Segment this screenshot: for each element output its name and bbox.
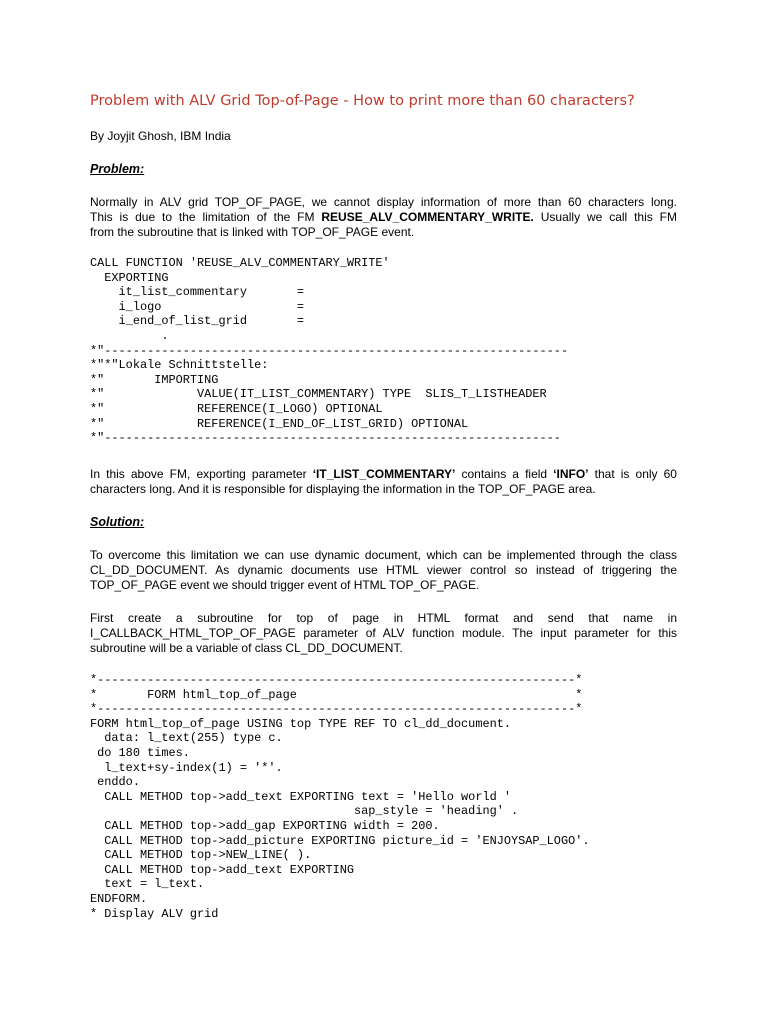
problem-line-2 [90,210,677,225]
problem-line-1: Normally in ALV grid TOP_OF_PAGE, we cannot display information of more than 60 characters long. [90,195,677,209]
info-line-2: characters long. And it is responsible for displaying the information in the TOP_OF_PAGE area. [90,482,596,496]
text-run: This is due to the limitation of the FM [90,210,322,224]
solution-paragraph-1 [90,548,677,593]
author-byline: By Joyjit Ghosh, IBM India [90,129,231,143]
info-paragraph [90,467,677,497]
code-block-function-call: CALL FUNCTION 'REUSE_ALV_COMMENTARY_WRITE' EXPORTING it_list_commentary = i_logo = i_end_of_list_grid = . *"----------------------------------------------------------------- *"*"Lokale Schnittstelle: *" IMPORTING *" VALUE(IT_LIST_COMMENTARY) TYPE SLIS_T_LISTHEADER *" REFERENCE(I_LOGO) OPTIONAL *" REFERENCE(I_END_OF_LIST_GRID) OPTIONAL *"---------------------------------------------------------------- [90,256,569,446]
solution-heading: Solution: [90,515,145,529]
solution1-line-1: To overcome this limitation we can use dynamic document, which can be implemented through the class [90,548,677,562]
solution-paragraph-2 [90,611,677,656]
problem-heading: Problem: [90,162,145,176]
field-name-bold: ‘INFO’ [553,467,589,481]
problem-line-3: from the subroutine that is linked with TOP_OF_PAGE event. [90,225,415,239]
code-block-html-top-of-page: *-------------------------------------------------------------------* * FORM html_top_of_page * *-------------------------------------------------------------------* FORM html_top_of_page USING top TYPE REF TO cl_dd_document. data: l_text(255) type c. do 180 times. l_text+sy-index(1) = '*'. enddo. CALL METHOD top->add_text EXPORTING text = 'Hello world ' sap_style = 'heading' . CALL METHOD top->add_gap EXPORTING width = 200. CALL METHOD top->add_picture EXPORTING picture_id = 'ENJOYSAP_LOGO'. CALL METHOD top->NEW_LINE( ). CALL METHOD top->add_text EXPORTING text = l_text. ENDFORM. * Display ALV grid [90,673,590,921]
document-title: Problem with ALV Grid Top-of-Page - How to print more than 60 characters? [90,93,635,109]
text-run: that is only 60 [588,467,677,481]
text-run: contains a field [455,467,554,481]
solution1-line-2: CL_DD_DOCUMENT. As dynamic documents use HTML viewer control so instead of triggering the [90,563,677,577]
solution2-line-2: I_CALLBACK_HTML_TOP_OF_PAGE parameter of ALV function module. The input parameter for this [90,626,677,640]
text-run: Usually we call this FM [533,210,677,224]
text-run: In this above FM, exporting parameter [90,467,313,481]
solution2-line-1: First create a subroutine for top of page in HTML format and send that name in [90,611,677,625]
problem-paragraph [90,195,677,240]
fm-name-bold: REUSE_ALV_COMMENTARY_WRITE. [321,210,534,224]
param-name-bold: ‘IT_LIST_COMMENTARY’ [312,467,456,481]
solution2-line-3: subroutine will be a variable of class CL_DD_DOCUMENT. [90,641,403,655]
info-line-1 [90,467,677,482]
solution1-line-3: TOP_OF_PAGE event we should trigger event of HTML TOP_OF_PAGE. [90,578,480,592]
